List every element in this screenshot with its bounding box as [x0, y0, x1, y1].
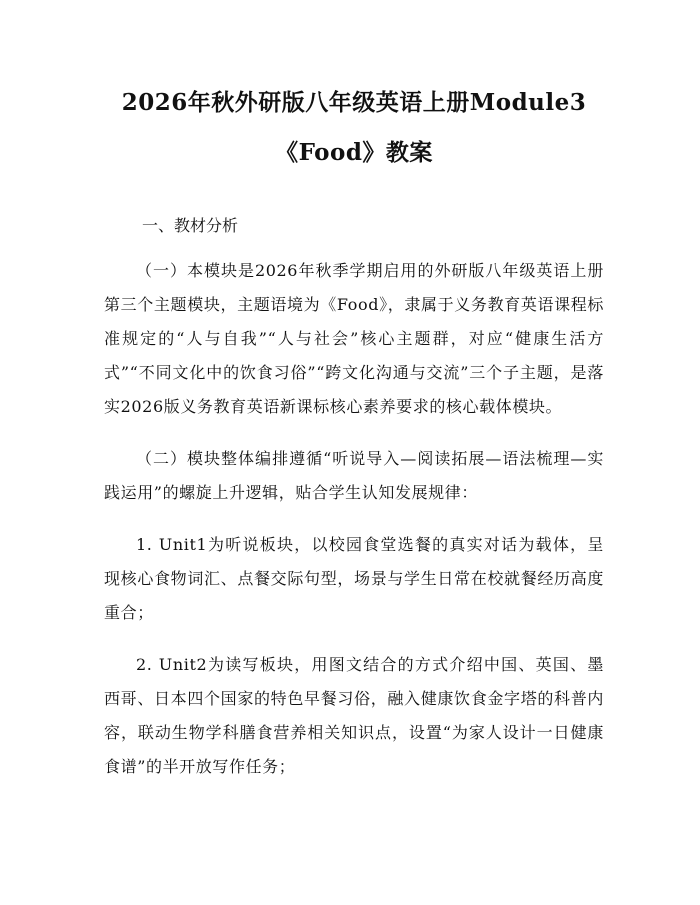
paragraph-3: 1. Unit1为听说板块，以校园食堂选餐的真实对话为载体，呈现核心食物词汇、点餐交际句型，场景与学生日常在校就餐经历高度重合；	[104, 535, 604, 622]
paragraph-4: 2. Unit2为读写板块，用图文结合的方式介绍中国、英国、墨西哥、日本四个国家的特色早餐习俗，融入健康饮食金字塔的科普内容，联动生物学科膳食营养相关知识点，设置“为家人设计一日健康食谱”的半开放写作任务；	[104, 655, 604, 776]
document-title-line1: 2026年秋外研版八年级英语上册Module3	[121, 89, 587, 116]
document-title-line2: 《Food》教案	[275, 139, 433, 166]
paragraph-2: （二）模块整体编排遵循“听说导入—阅读拓展—语法梳理—实践运用”的螺旋上升逻辑，贴合学生认知发展规律：	[104, 449, 604, 502]
paragraph-1: （一）本模块是2026年秋季学期启用的外研版八年级英语上册第三个主题模块，主题语境为《Food》，隶属于义务教育英语课程标准规定的“人与自我”“人与社会”核心主题群，对应“健康生活方式”“不同文化中的饮食习俗”“跨文化沟通与交流”三个子主题，是落实2026版义务教育英语新课标核心素养要求的核心载体模块。	[104, 261, 604, 416]
section-heading-textbook-analysis: 一、教材分析	[142, 216, 239, 235]
